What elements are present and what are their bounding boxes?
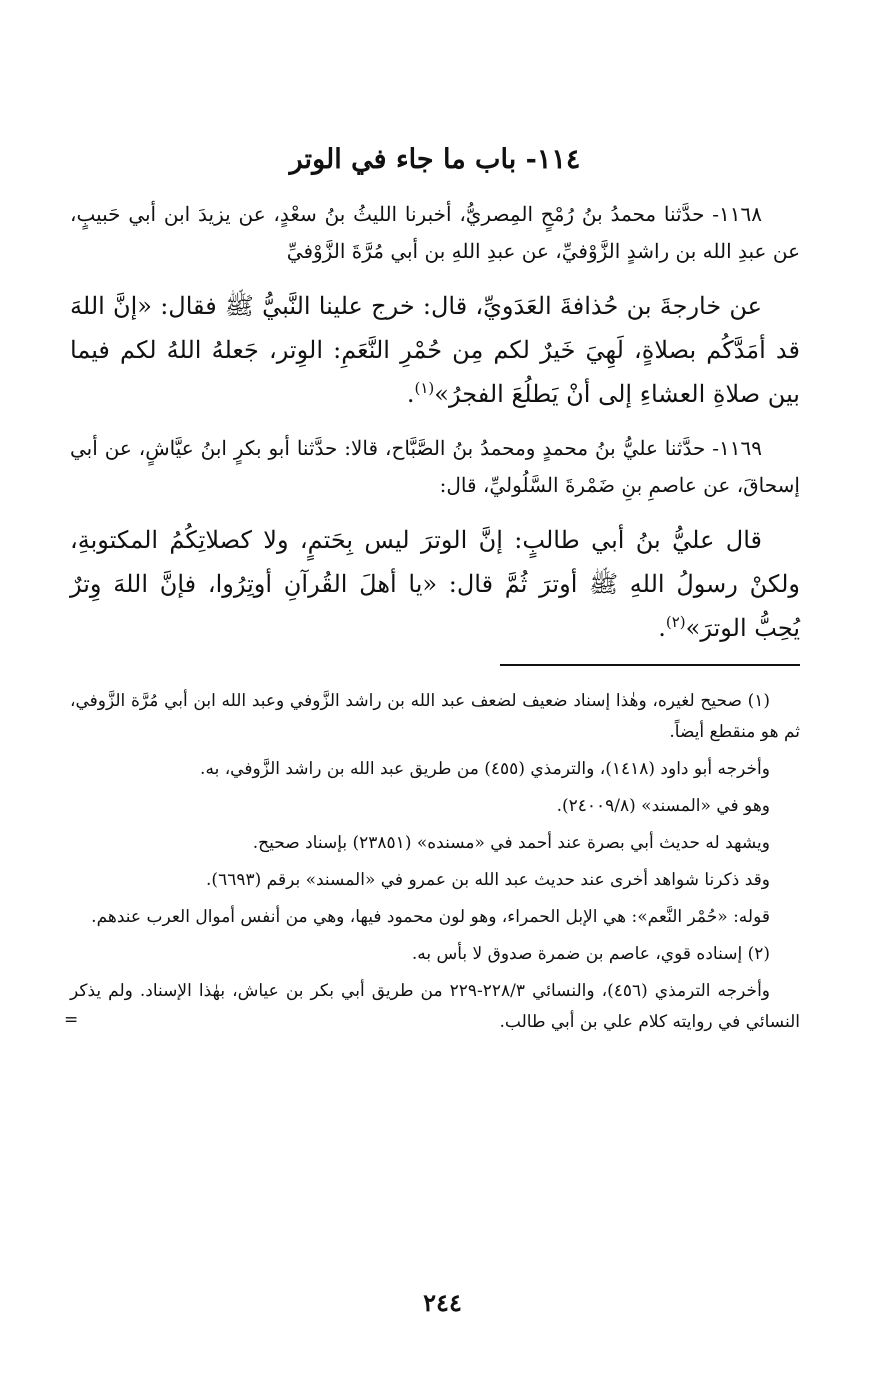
chapter-title: ١١٤- باب ما جاء في الوتر <box>289 144 581 175</box>
page-body <box>64 140 800 1044</box>
footnote-ref-2: (٢) <box>665 613 686 631</box>
hadith-1169-matn: قال عليُّ بنُ أبي طالبٍ: إنَّ الوترَ ليس بِحَتمٍ، ولا كصلاتِكُمُ المكتوبةِ، ولكنْ رسولُ اللهِ ﷺ أوترَ ثُمَّ قال: «يا أهلَ القُرآنِ أوتِرُوا، فإنَّ اللهَ وِترٌ يُحِبُّ الوترَ»$^{(٢)}$. <box>70 526 800 642</box>
hadith-1169-matn-text: قال عليُّ بنُ أبي طالبٍ: إنَّ الوترَ ليس بِحَتمٍ، ولا كصلاتِكُمُ المكتوبةِ، ولكنْ رسولُ اللهِ ﷺ أوترَ ثُمَّ قال: «يا أهلَ القُرآنِ أوتِرُوا، فإنَّ اللهَ وِترٌ يُحِبُّ الوترَ» <box>70 526 800 642</box>
footnote-1-witness: ويشهد له حديث أبي بصرة عند أحمد في «مسنده» (٢٣٨٥١) بإسناد صحيح. <box>252 833 770 853</box>
footnote-1-other-witnesses: وقد ذكرنا شواهد أخرى عند حديث عبد الله بن عمرو في «المسند» برقم (٦٦٩٣). <box>206 870 770 890</box>
footnotes <box>64 686 800 1038</box>
footnote-1-gloss: قوله: «حُمْر النَّعم»: هي الإبل الحمراء، وهو لون محمود فيها، وهي من أنفس أموال العرب عندهم. <box>91 907 770 927</box>
hadith-1169-isnad: ١١٦٩- حدَّثنا عليُّ بنُ محمدٍ ومحمدُ بنُ الصَّبَّاح، قالا: حدَّثنا أبو بكرٍ ابنُ عيَّاشٍ، عن أبي إسحاقَ، عن عاصمِ بنِ ضَمْرةَ السَّلُوليِّ، قال: <box>70 436 800 497</box>
hadith-1168-matn-text: عن خارجةَ بن حُذافةَ العَدَويِّ، قال: خرج علينا النَّبيُّ ﷺ فقال: «إنَّ اللهَ قد أمَدَّكُم بصلاةٍ، لَهِيَ خَيرٌ لكم مِن حُمْرِ النَّعَمِ: الوِتر، جَعلهُ اللهُ لكم فيما بين صلاةِ العشاءِ إلى أنْ يَطلُعَ الفجرُ» <box>70 292 800 408</box>
footnote-1-grading: (١) صحيح لغيره، وهٰذا إسناد ضعيف لضعف عبد الله بن راشد الزَّوفي وعبد الله ابن أبي مُرَّة الزَّوفي، ثم هو منقطع أيضاً. <box>70 691 800 742</box>
footnote-1-musnad: وهو في «المسند» (٢٤٠٠٩/٨). <box>556 796 770 816</box>
footnote-2-takhrij <box>64 976 800 1038</box>
footnote-ref-1: (١) <box>414 379 435 397</box>
footnote-divider <box>500 664 800 666</box>
page-number: ٢٤٤ <box>423 1288 462 1317</box>
hadith-1168-matn: عن خارجةَ بن حُذافةَ العَدَويِّ، قال: خرج علينا النَّبيُّ ﷺ فقال: «إنَّ اللهَ قد أمَدَّكُم بصلاةٍ، لَهِيَ خَيرٌ لكم مِن حُمْرِ النَّعَمِ: الوِتر، جَعلهُ اللهُ لكم فيما بين صلاةِ العشاءِ إلى أنْ يَطلُعَ الفجرُ»$^{(١)}$. <box>70 292 800 408</box>
footnote-2-takhrij-text: وأخرجه الترمذي (٤٥٦)، والنسائي ٢٢٨/٣-٢٢٩ من طريق أبي بكر بن عياش، بهٰذا الإسناد. ولم يذكر النسائي في روايته كلام علي بن أبي طالب. <box>70 981 800 1032</box>
hadith-1168-isnad: ١١٦٨- حدَّثنا محمدُ بنُ رُمْحٍ المِصريُّ، أخبرنا الليثُ بنُ سعْدٍ، عن يزيدَ ابن أبي حَبيبٍ، عن عبدِ الله بن راشدٍ الزَّوْفيِّ، عن عبدِ اللهِ بن أبي مُرَّةَ الزَّوْفيِّ <box>70 202 800 263</box>
continuation-mark: = <box>64 1010 79 1030</box>
footnote-1-takhrij: وأخرجه أبو داود (١٤١٨)، والترمذي (٤٥٥) من طريق عبد الله بن راشد الزَّوفي، به. <box>200 759 770 779</box>
footnote-2-grading: (٢) إسناده قوي، عاصم بن ضمرة صدوق لا بأس به. <box>411 944 770 964</box>
